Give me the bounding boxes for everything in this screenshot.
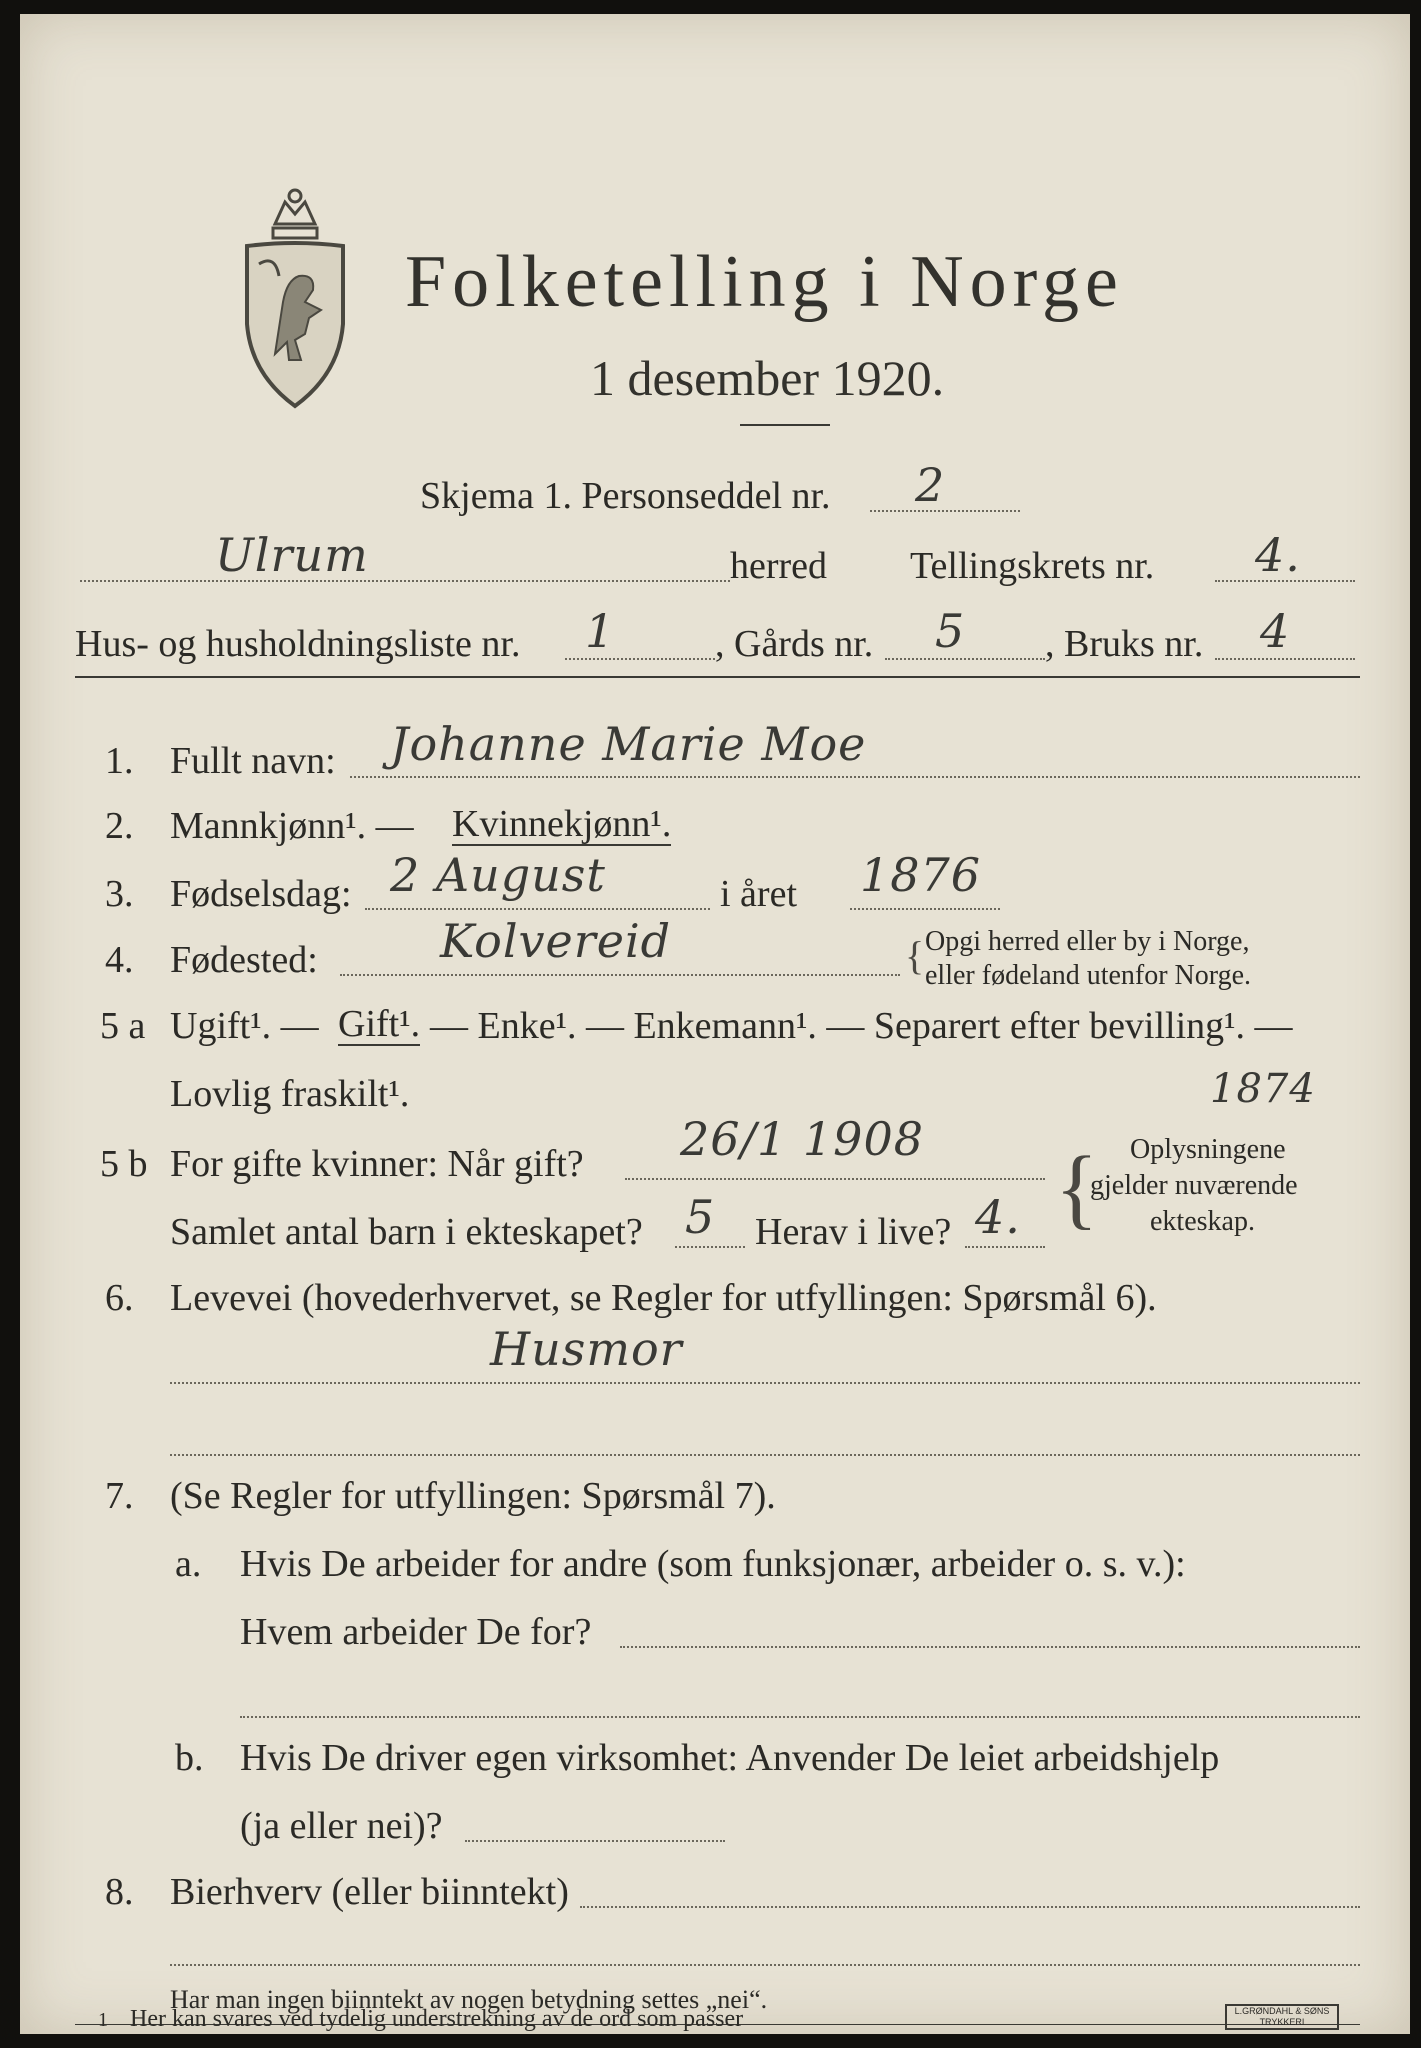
q6-occupation-value: Husmor — [490, 1322, 683, 1376]
gards-label: , Gårds nr. — [715, 623, 874, 665]
q5b-alive-label: Herav i live? — [755, 1211, 952, 1253]
q7a-label: Hvis De arbeider for andre (som funksjonær, arbeider o. s. v.): — [240, 1543, 1186, 1585]
q1-number: 1. — [105, 740, 134, 782]
q4-note-line-1: Opgi herred eller by i Norge, — [925, 926, 1250, 957]
herred-label: herred — [730, 545, 828, 587]
form-title: Folketelling i Norge — [405, 241, 1124, 323]
q5a-divorced-option: Lovlig fraskilt¹. — [170, 1073, 410, 1115]
q7b-yes-no-label: (ja eller nei)? — [240, 1805, 443, 1847]
q1-line — [350, 776, 1360, 778]
bruks-line — [1215, 658, 1355, 660]
census-form-sheet — [20, 14, 1410, 2034]
q3-year-line — [850, 908, 1000, 910]
q2-male-option: Mannkjønn¹. — — [170, 805, 414, 847]
q5b-married-when-value: 26/1 1908 — [680, 1112, 924, 1166]
q8-line-2 — [170, 1964, 1360, 1966]
household-list-line — [565, 658, 715, 660]
q8-line-1 — [580, 1906, 1360, 1908]
q5a-unmarried-option: Ugift¹. — — [170, 1005, 319, 1047]
q5a-other-options: — Enke¹. — Enkemann¹. — Separert efter bevilling¹. — — [430, 1005, 1293, 1047]
schema-number-value: 2 — [915, 458, 946, 512]
q7a-employer-label: Hvem arbeider De for? — [240, 1611, 592, 1653]
q7b-yes-no-line — [465, 1840, 725, 1842]
q4-birthplace-value: Kolvereid — [440, 914, 672, 968]
household-list-label: Hus- og husholdningsliste nr. — [75, 623, 521, 665]
q4-number: 4. — [105, 939, 134, 981]
tellingskrets-label: Tellingskrets nr. — [910, 545, 1155, 587]
q3-year-label: i året — [720, 873, 798, 915]
schema-label: Skjema 1. Personseddel nr. — [420, 475, 831, 517]
q5b-note-line-3: ekteskap. — [1150, 1206, 1255, 1237]
q3-number: 3. — [105, 873, 134, 915]
q8-label: Bierhverv (eller biinntekt) — [170, 1871, 569, 1913]
q2-female-option-underlined: Kvinnekjønn¹. — [452, 803, 672, 845]
q7-label: (Se Regler for utfyllingen: Spørsmål 7). — [170, 1475, 776, 1517]
q5b-note-line-1: Oplysningene — [1130, 1134, 1286, 1165]
bruks-label: , Bruks nr. — [1045, 623, 1204, 665]
printer-stamp: L.GRØNDAHL & SØNS TRYKKERI — [1225, 2004, 1339, 2030]
q3-date-line — [365, 908, 710, 910]
q5a-number: 5 a — [100, 1005, 146, 1047]
gards-value: 5 — [935, 604, 966, 658]
q5b-note-line-2: gjelder nuværende — [1090, 1170, 1298, 1201]
schema-number-line — [870, 510, 1020, 512]
q7a-extra-line — [240, 1716, 1360, 1718]
gards-line — [885, 658, 1045, 660]
q5b-married-when-line — [625, 1178, 1045, 1180]
q6-line-1 — [170, 1382, 1360, 1384]
q1-full-name-value: Johanne Marie Moe — [390, 717, 867, 771]
q4-line — [340, 974, 900, 976]
tellingskrets-value: 4. — [1255, 528, 1301, 582]
q3-year-value: 1876 — [860, 848, 982, 902]
bruks-value: 4 — [1260, 604, 1291, 658]
footnote-number: 1 — [98, 2009, 108, 2031]
q5b-alive-line — [965, 1246, 1045, 1248]
q5a-married-option-underlined: Gift¹. — [338, 1003, 421, 1045]
herred-line — [80, 580, 730, 582]
q7b-label: Hvis De driver egen virksomhet: Anvender De leiet arbeidshjelp — [240, 1737, 1220, 1779]
q5b-number: 5 b — [100, 1143, 148, 1185]
q5b-brace: { — [1055, 1139, 1099, 1238]
q1-label: Fullt navn: — [170, 740, 336, 782]
q6-line-2 — [170, 1454, 1360, 1456]
q4-label: Fødested: — [170, 939, 318, 981]
form-date: 1 desember 1920. — [590, 350, 945, 406]
q8-number: 8. — [105, 1871, 134, 1913]
footer-note: Har man ingen biinntekt av nogen betydning settes „nei“. — [170, 1985, 768, 2014]
q3-label: Fødselsdag: — [170, 873, 352, 915]
header-separator — [75, 676, 1360, 678]
q4-note-line-2: eller fødeland utenfor Norge. — [925, 960, 1252, 991]
q5b-children-label: Samlet antal barn i ekteskapet? — [170, 1211, 643, 1253]
q5b-married-when-label: For gifte kvinner: Når gift? — [170, 1143, 584, 1185]
q7-number: 7. — [105, 1475, 134, 1517]
q6-label: Levevei (hovederhvervet, se Regler for utfyllingen: Spørsmål 6). — [170, 1277, 1157, 1319]
household-list-value: 1 — [585, 604, 616, 658]
herred-value: Ulrum — [215, 528, 369, 582]
q3-birthday-value: 2 August — [390, 848, 606, 902]
q5b-alive-value: 4. — [975, 1190, 1021, 1244]
q7a-employer-line — [620, 1646, 1360, 1648]
q6-number: 6. — [105, 1277, 134, 1319]
q5b-children-line — [675, 1246, 745, 1248]
q5b-children-value: 5 — [685, 1190, 716, 1244]
q5b-margin-note: 1874 — [1210, 1066, 1316, 1112]
q7b-letter: b. — [175, 1737, 204, 1779]
title-divider — [740, 424, 830, 426]
q2-number: 2. — [105, 805, 134, 847]
q4-brace: { — [905, 933, 925, 978]
footnote-text: Her kan svares ved tydelig understrekning av de ord som passer — [130, 2006, 744, 2032]
q7a-letter: a. — [175, 1543, 202, 1585]
norway-coat-of-arms-icon — [235, 184, 355, 414]
